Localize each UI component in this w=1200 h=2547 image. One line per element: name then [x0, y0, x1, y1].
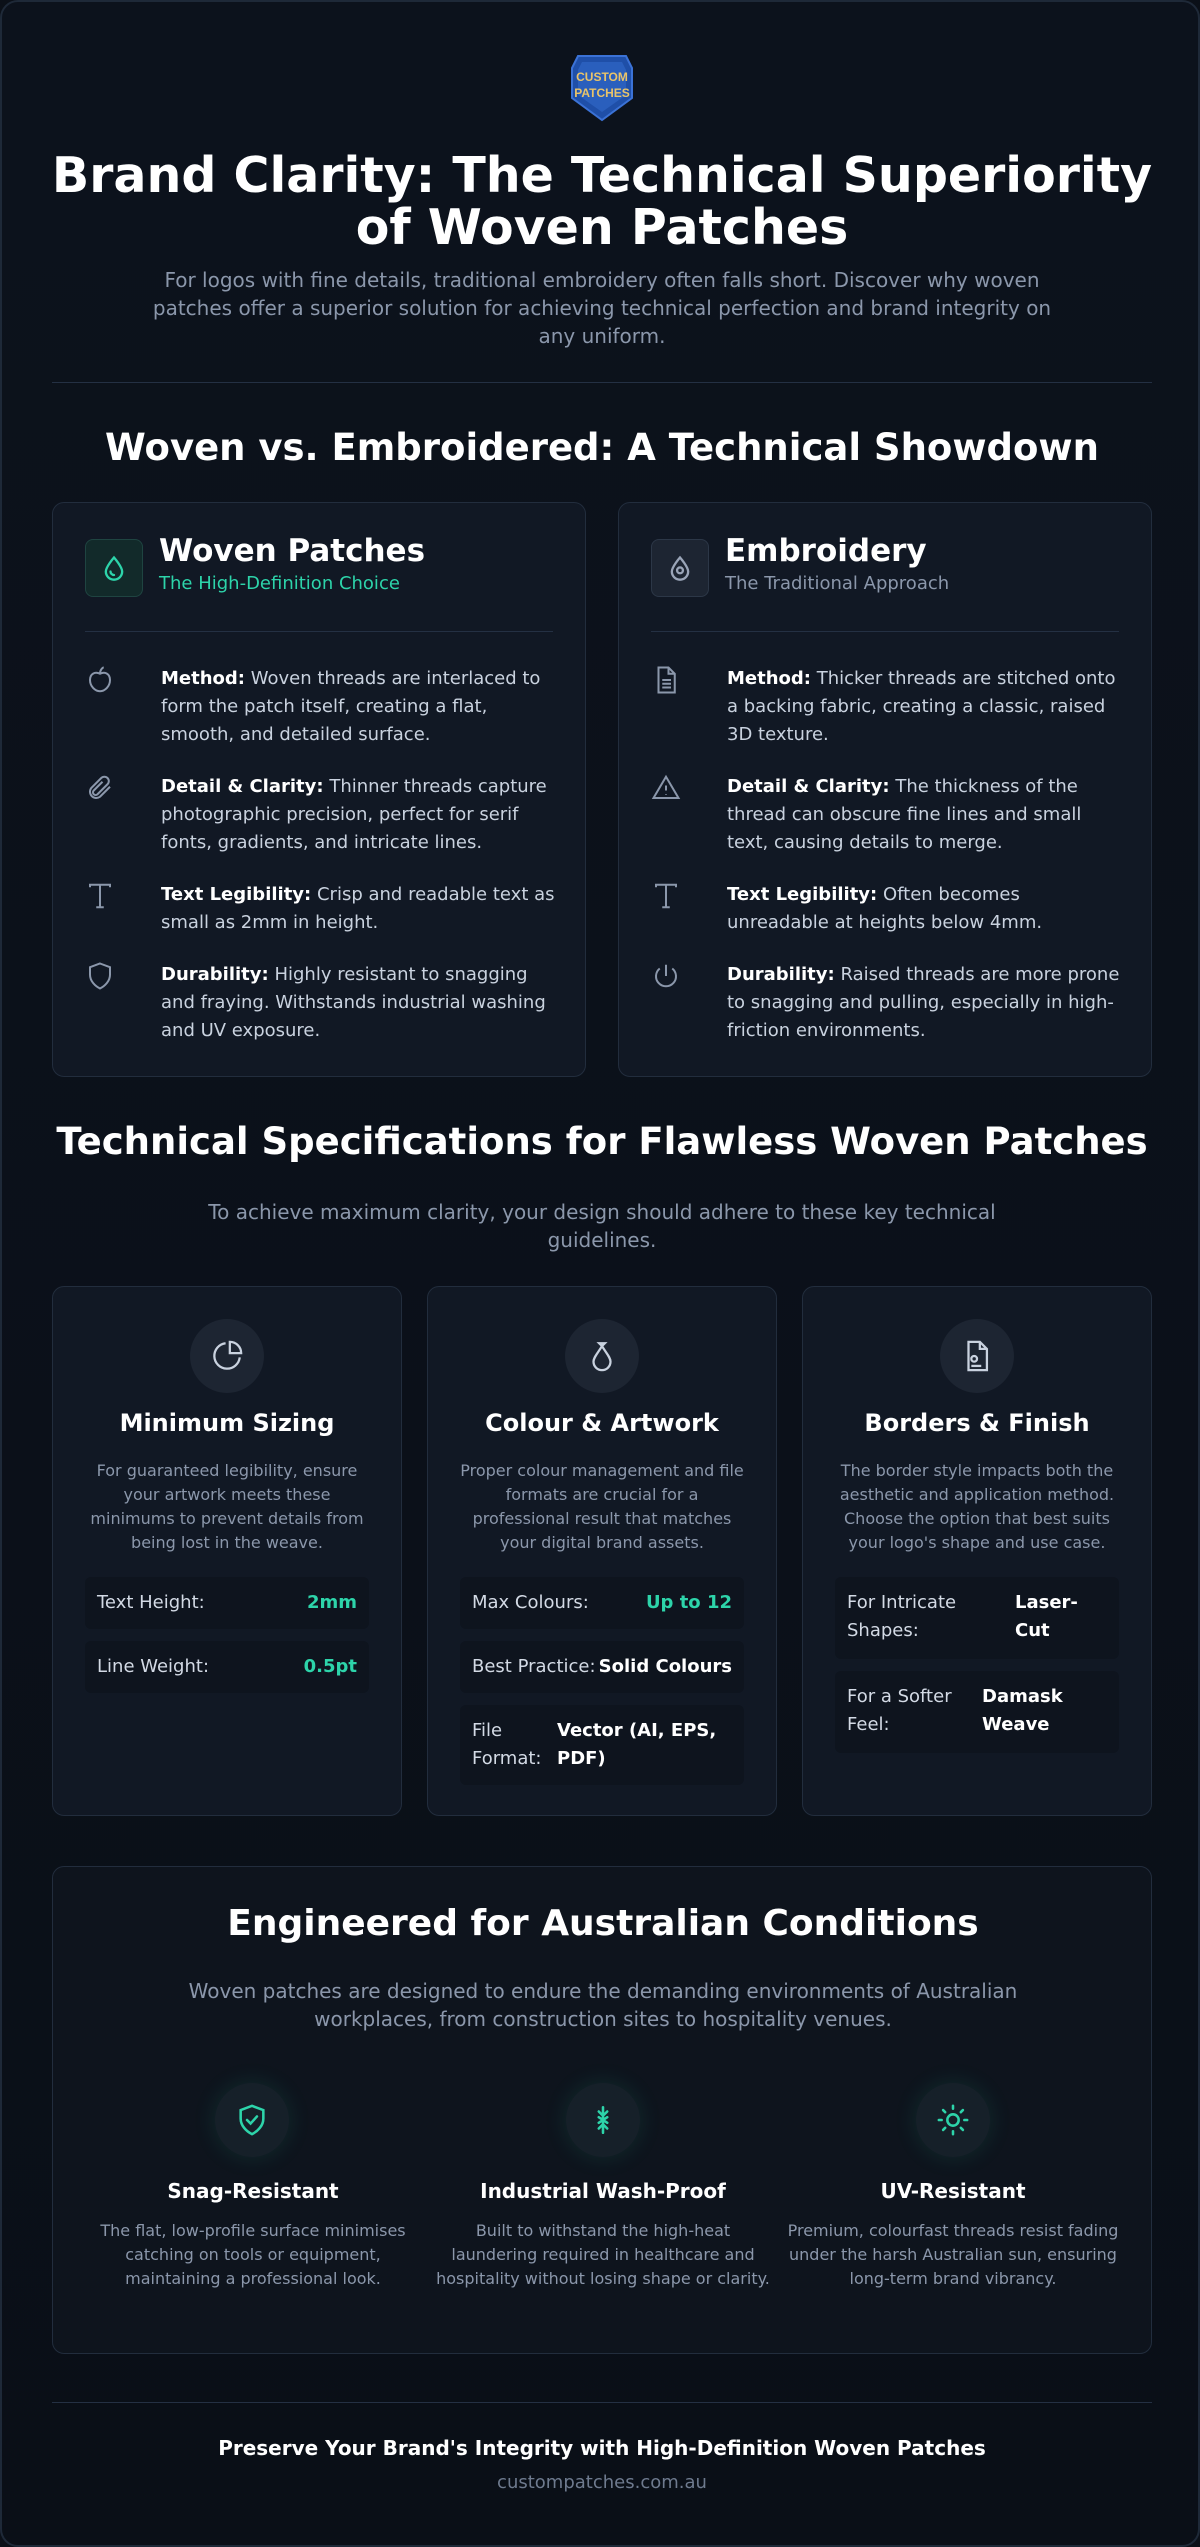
droplet-icon: [85, 539, 143, 597]
embroidery-card: [618, 502, 1152, 1077]
row-label: Method:: [727, 668, 811, 689]
feature-desc: Built to withstand the high-heat laundering required in healthcare and hospitality without losing shape or clarity.: [436, 2221, 770, 2288]
row-label: Method:: [161, 668, 245, 689]
divider: [85, 631, 553, 632]
spec-desc: The border style impacts both the aesthetic and application method. Choose the option that best suits your logo's shape and use case.: [839, 1461, 1115, 1552]
logo-text-line1: CUSTOM: [576, 70, 628, 84]
type-icon: [85, 881, 115, 911]
spec-item-value: Damask Weave: [982, 1686, 1063, 1735]
spec-item: [835, 1671, 1119, 1753]
woven-title: Woven Patches: [159, 533, 426, 569]
spec-item: [460, 1577, 744, 1629]
row-label: Text Legibility:: [161, 884, 312, 905]
conditions-heading: Engineered for Australian Conditions: [227, 1903, 979, 1944]
spec-item: [460, 1705, 744, 1785]
spec-item-value: Laser-Cut: [1015, 1592, 1078, 1641]
conditions-card: [52, 1866, 1152, 2354]
embroidery-title: Embroidery: [725, 533, 927, 569]
spec-item-value: Solid Colours: [598, 1656, 732, 1677]
spec-title: Minimum Sizing: [119, 1409, 335, 1437]
woven-row-detail: [85, 773, 557, 857]
spec-desc: For guaranteed legibility, ensure your artwork meets these minimums to prevent details from being lost in the weave.: [90, 1461, 364, 1552]
custom-patches-logo: [568, 48, 636, 124]
apple-icon: [85, 665, 115, 695]
spec-item: [835, 1577, 1119, 1659]
spec-title: Borders & Finish: [864, 1409, 1090, 1437]
row-text: Woven threads are interlaced to form the patch itself, creating a flat, smooth, and detailed surface.: [161, 668, 541, 745]
spec-item-key: Line Weight:: [97, 1656, 210, 1677]
embroidery-subtitle: The Traditional Approach: [725, 573, 950, 594]
spec-card-colour-artwork: [427, 1286, 777, 1816]
woven-row-legibility: [85, 881, 557, 937]
spec-title: Colour & Artwork: [485, 1409, 719, 1437]
feature-title: Snag-Resistant: [167, 2179, 339, 2203]
warning-icon: [651, 773, 681, 803]
spec-item-value: 2mm: [306, 1592, 357, 1613]
row-text: Raised threads are more prone to snagging and pulling, especially in high-friction environments.: [727, 964, 1120, 1041]
pin-drop-icon: [651, 539, 709, 597]
sun-icon: [916, 2083, 990, 2157]
footer-url[interactable]: custompatches.com.au: [497, 2472, 707, 2493]
row-text: Thicker threads are stitched onto a backing fabric, creating a classic, raised 3D texture.: [727, 668, 1116, 745]
file-user-icon: [940, 1319, 1014, 1393]
snowflake-icon: [566, 2083, 640, 2157]
feature-desc: Premium, colourfast threads resist fading under the harsh Australian sun, ensuring long-term brand vibrancy.: [787, 2221, 1119, 2288]
embroidery-row-legibility: [651, 881, 1123, 937]
row-text: Crisp and readable text as small as 2mm in height.: [161, 884, 555, 933]
shield-check-icon: [215, 2083, 289, 2157]
feature-desc: The flat, low-profile surface minimises catching on tools or equipment, maintaining a professional look.: [100, 2221, 406, 2288]
spec-item: [85, 1577, 369, 1629]
divider: [651, 631, 1119, 632]
spec-item-key: For a Softer Feel:: [847, 1686, 952, 1735]
row-label: Durability:: [161, 964, 269, 985]
paperclip-icon: [85, 773, 115, 803]
spec-item-key: For Intricate Shapes:: [847, 1592, 957, 1641]
row-text: Thinner threads capture photographic precision, perfect for serif fonts, gradients, and intricate lines.: [161, 776, 547, 853]
spec-item-value: Vector (AI, EPS, PDF): [557, 1720, 717, 1769]
woven-subtitle: The High-Definition Choice: [159, 573, 400, 594]
spec-item: [85, 1641, 369, 1693]
document-icon: [651, 665, 681, 695]
shield-icon: [85, 961, 115, 991]
feature-title: UV-Resistant: [880, 2179, 1026, 2203]
spec-item: [460, 1641, 744, 1693]
page-title: Brand Clarity: The Technical Superiority of Woven Patches: [51, 147, 1153, 256]
page-intro: For logos with fine details, traditional embroidery often falls short. Discover why woven patches offer a superior solution for achieving technical perfection and brand integrity on any uniform.: [152, 268, 1052, 348]
spec-desc: Proper colour management and file formats are crucial for a professional result that matches your digital brand assets.: [460, 1461, 744, 1552]
feature-title: Industrial Wash-Proof: [480, 2179, 726, 2203]
specs-heading: Technical Specifications for Flawless Woven Patches: [56, 1120, 1148, 1163]
row-label: Text Legibility:: [727, 884, 878, 905]
divider: [52, 382, 1152, 383]
specs-intro: To achieve maximum clarity, your design should adhere to these key technical guidelines.: [208, 1200, 996, 1252]
row-text: Highly resistant to snagging and fraying. Withstands industrial washing and UV exposure.: [161, 964, 546, 1041]
spec-item-key: Max Colours:: [472, 1592, 589, 1613]
row-label: Durability:: [727, 964, 835, 985]
embroidery-row-durability: [651, 961, 1123, 1045]
spec-item-key: File Format:: [472, 1720, 542, 1769]
woven-row-method: [85, 665, 557, 749]
footer-title: Preserve Your Brand's Integrity with High-Definition Woven Patches: [218, 2436, 986, 2460]
row-label: Detail & Clarity:: [161, 776, 324, 797]
pie-chart-icon: [190, 1319, 264, 1393]
embroidery-row-method: [651, 665, 1123, 749]
showdown-heading: Woven vs. Embroidered: A Technical Showdown: [105, 426, 1099, 469]
power-icon: [651, 961, 681, 991]
embroidery-row-detail: [651, 773, 1123, 857]
row-label: Detail & Clarity:: [727, 776, 890, 797]
spec-item-key: Best Practice:: [472, 1656, 596, 1677]
row-text: The thickness of the thread can obscure fine lines and small text, causing details to merge.: [727, 776, 1082, 853]
row-text: Often becomes unreadable at heights below 4mm.: [727, 884, 1043, 933]
woven-card: [52, 502, 586, 1077]
logo-text-line2: PATCHES: [574, 86, 630, 100]
spec-card-borders-finish: [802, 1286, 1152, 1816]
conditions-intro: Woven patches are designed to endure the demanding environments of Australian workplaces, from construction sites to hospitality venues.: [188, 1979, 1018, 2031]
woven-row-durability: [85, 961, 557, 1045]
spec-item-value: 0.5pt: [303, 1656, 357, 1677]
divider: [52, 2402, 1152, 2403]
ink-drop-icon: [565, 1319, 639, 1393]
spec-card-minimum-sizing: [52, 1286, 402, 1816]
spec-item-value: Up to 12: [645, 1592, 732, 1613]
spec-item-key: Text Height:: [97, 1592, 205, 1613]
type-icon: [651, 881, 681, 911]
